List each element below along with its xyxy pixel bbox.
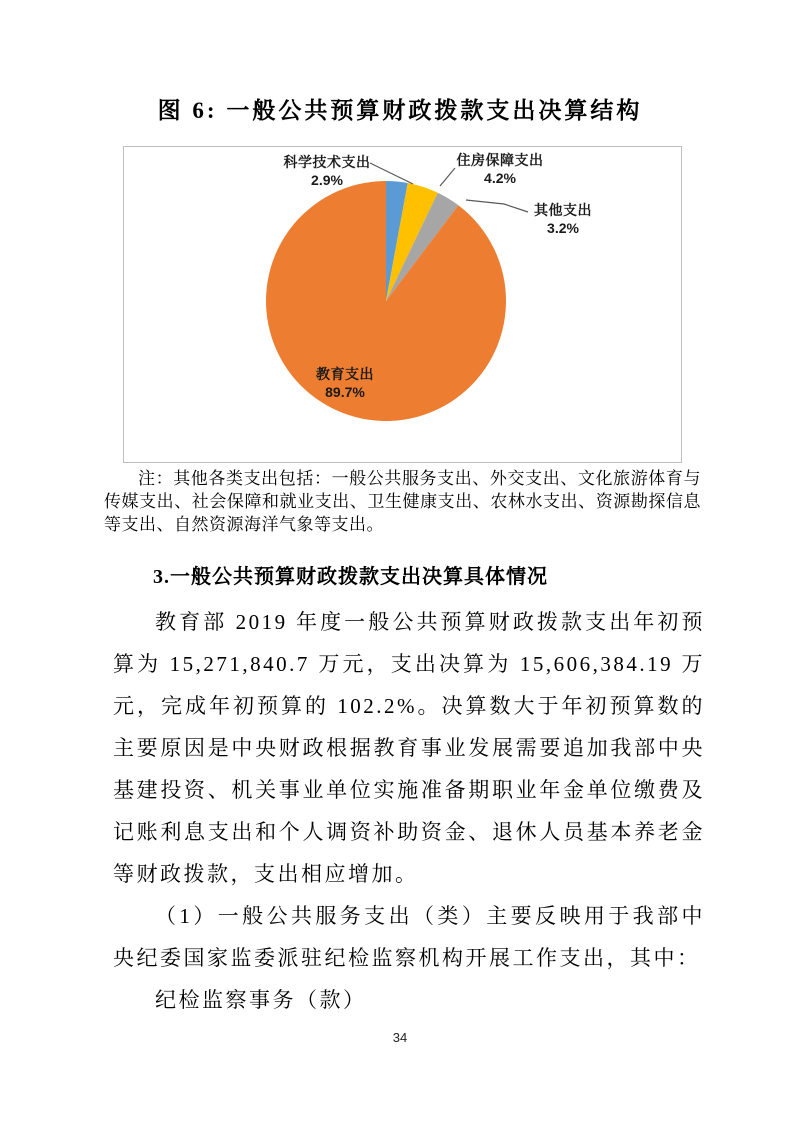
pie-label-other-pct: 3.2%	[547, 220, 579, 236]
pie-label-education-text: 教育支出	[316, 366, 374, 382]
pie-chart	[124, 147, 681, 462]
pie-label-education-pct: 89.7%	[325, 384, 365, 400]
pie-label-science-pct: 2.9%	[311, 172, 343, 188]
paragraph-general-public-service: （1）一般公共服务支出（类）主要反映用于我部中央纪委国家监委派驻纪检监察机构开展工作支出，其中：	[113, 904, 705, 970]
section-heading	[113, 561, 705, 593]
pie-label-other-text: 其他支出	[534, 202, 592, 218]
pie-label-other	[517, 201, 609, 237]
pie-label-science-text: 科学技术支出	[283, 154, 371, 170]
paragraph-discipline-inspection: 纪检监察事务（款）	[155, 988, 367, 1012]
paragraph-budget-summary: 教育部 2019 年度一般公共预算财政拨款支出年初预算为 15,271,840.7 万元，支出决算为 15,606,384.19 万元，完成年初预算的 102.2%。决算数大于年初预算数的主要原因是中央财政根据教育事业发展需要追加我部中央基建投资、机关事业单位实施准备期职业年金单位缴费及记账利息支出和个人调资补助资金、退休人员基本养老金等财政拨款，支出相应增加。	[113, 610, 705, 886]
pie-label-education	[284, 365, 406, 401]
pie-chart-frame	[123, 146, 682, 463]
body-text	[113, 561, 705, 1021]
section-heading-text: 一般公共预算财政拨款支出决算具体情况	[170, 566, 548, 588]
figure-note: 注：其他各类支出包括：一般公共服务支出、外交支出、文化旅游体育与传媒支出、社会保障和就业支出、卫生健康支出、农林水支出、资源勘探信息等支出、自然资源海洋气象等支出。	[104, 469, 701, 534]
pie-label-housing	[434, 151, 566, 187]
pie-label-science	[261, 153, 393, 189]
page-number: 34	[392, 1030, 408, 1045]
section-heading-number: 3.	[153, 566, 170, 588]
pie-label-housing-pct: 4.2%	[484, 170, 516, 186]
pie-label-housing-text: 住房保障支出	[456, 152, 544, 168]
figure-title: 图 6: 一般公共预算财政拨款支出决算结构	[157, 98, 643, 123]
